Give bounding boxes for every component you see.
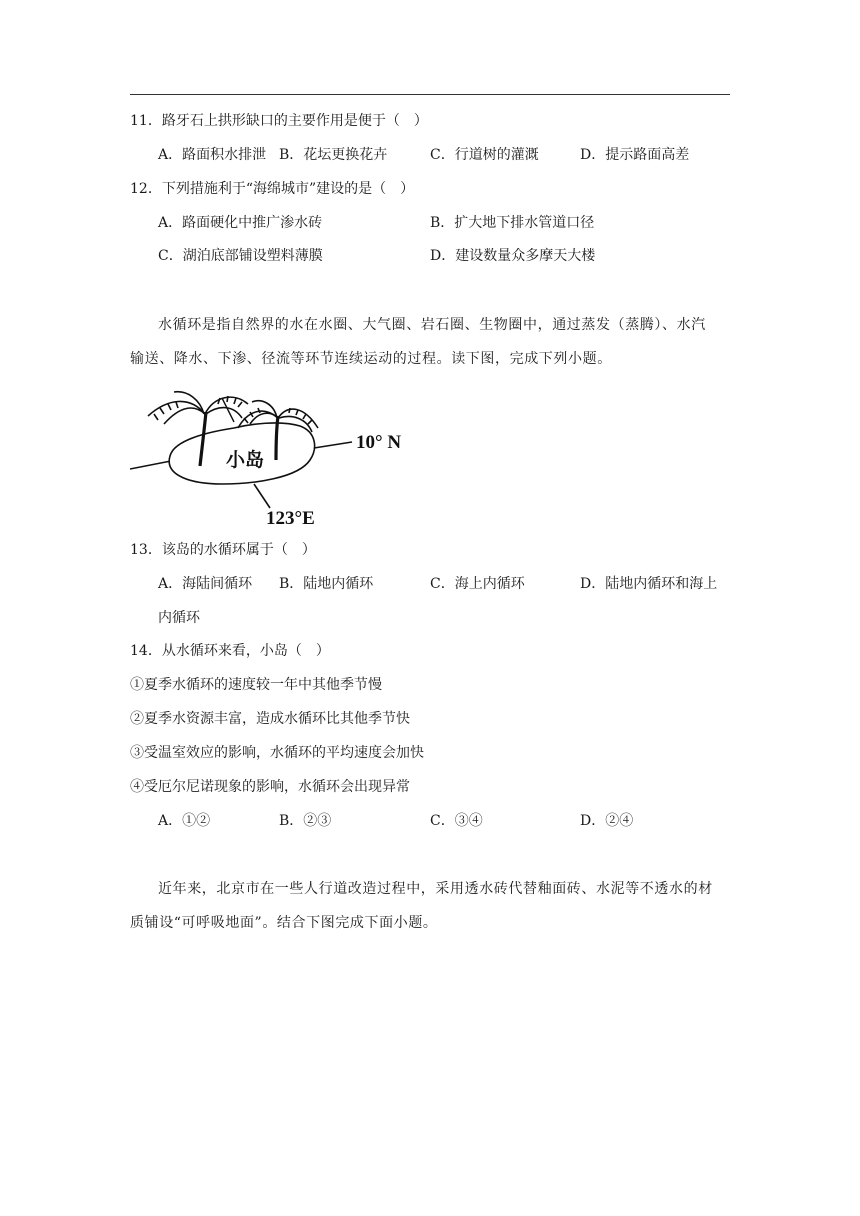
q14-option-b: B．②③ [279,813,332,829]
header-rule [130,94,730,95]
q14-statement-3: ③受温室效应的影响，水循环的平均速度会加快 [130,745,424,761]
passage2-line2: 质铺设“可呼吸地面”。结合下图完成下面小题。 [130,915,438,931]
passage1-line2: 输送、降水、下渗、径流等环节连续运动的过程。读下图，完成下列小题。 [130,351,612,367]
q11-stem: 11．路牙石上拱形缺口的主要作用是便于（ ） [130,113,428,129]
q14-statement-1: ①夏季水循环的速度较一年中其他季节慢 [130,677,382,693]
q13-option-b: B．陆地内循环 [279,576,374,592]
q13-option-a: A．海陆间循环 [158,576,253,592]
q11-option-d: D．提示路面高差 [580,147,690,163]
q13-option-d: D．陆地内循环和海上 [580,576,718,592]
island-label: 小岛 [226,449,265,471]
q14-statement-4: ④受厄尔尼诺现象的影响，水循环会出现异常 [130,779,410,795]
latitude-line [314,442,352,448]
q13-option-c: C．海上内循环 [430,576,525,592]
q11-option-a: A．路面积水排泄 [158,147,267,163]
q14-option-a: A．①② [158,813,211,829]
q14-stem: 14．从水循环来看，小岛（ ） [130,643,330,659]
longitude-line [254,484,270,508]
q12-option-d: D．建设数量众多摩天大楼 [430,248,596,264]
island-figure [130,384,410,530]
q13-option-d-continued: 内循环 [158,610,200,626]
q11-option-b: B．花坛更换花卉 [279,147,388,163]
q14-option-d: D．②④ [580,813,634,829]
q11-option-c: C．行道树的灌溉 [430,147,539,163]
q12-option-b: B．扩大地下排水管道口径 [430,215,595,231]
q12-option-c: C．湖泊底部铺设塑料薄膜 [158,248,323,264]
q14-statement-2: ②夏季水资源丰富，造成水循环比其他季节快 [130,711,410,727]
q12-option-a: A．路面硬化中推广渗水砖 [158,215,323,231]
q13-stem: 13．该岛的水循环属于（ ） [130,542,316,558]
longitude-label: 123°E [266,508,315,529]
q12-stem: 12．下列措施利于“海绵城市”建设的是（ ） [130,181,415,197]
latitude-label: 10° N [356,432,402,453]
passage1-line1: 水循环是指自然界的水在水圈、大气圈、岩石圈、生物圈中，通过蒸发（蒸腾）、水汽 [158,317,706,333]
q14-option-c: C．③④ [430,813,483,829]
passage2-line1: 近年来，北京市在一些人行道改造过程中，采用透水砖代替釉面砖、水泥等不透水的材 [158,881,713,897]
